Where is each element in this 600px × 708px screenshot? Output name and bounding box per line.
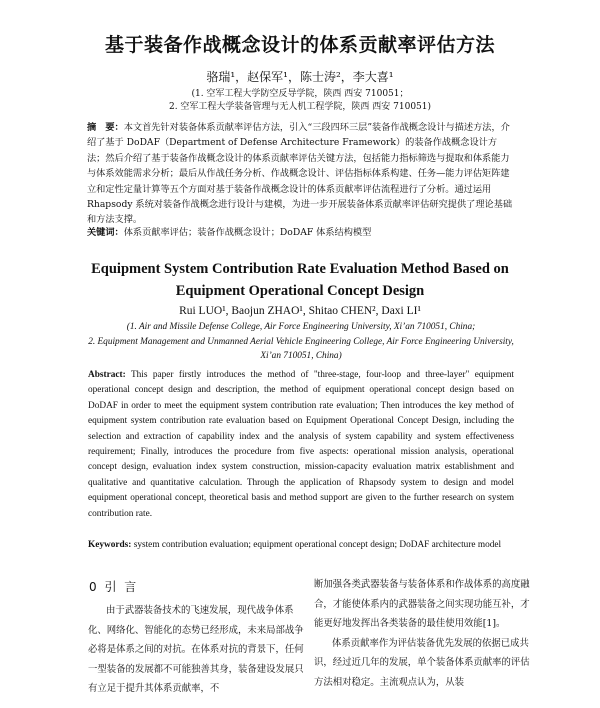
chinese-abstract-label: 摘 要：	[87, 122, 124, 133]
body-right-column	[314, 575, 532, 692]
chinese-abstract	[87, 120, 515, 228]
english-affiliation-2: 2. Equipment Management and Unmanned Aerial Vehicle Engineering College, Air Force Engineering University, Xi’an 710051, China)	[88, 336, 514, 362]
section-heading-introduction: 0 引 言	[89, 580, 139, 594]
chinese-keywords	[87, 225, 515, 240]
chinese-authors: 骆瑞¹，赵保军¹，陈士涛²，李大喜¹	[206, 70, 394, 84]
chinese-keywords-label: 关键词：	[87, 227, 124, 238]
english-affiliations	[78, 320, 524, 364]
english-abstract	[88, 368, 514, 522]
english-keywords-label: Keywords:	[88, 540, 132, 550]
body-right-paragraph-1: 断加强各类武器装备与装备体系和作战体系的高度融合，才能使体系内的武器装备之间实现功能互补，才能更好地发挥出各类装备的最佳使用效能[1]。	[314, 579, 530, 629]
english-abstract-text: This paper firstly introduces the method of "three-stage, four-loop and three-layer" equipment operational concept design and description, the method of equipment operational concept design based on DoDAF in order to meet the equipment system contribution rate evaluation; Then introduces the key method of equipment system contribution rate evaluation based on Equipment Operational Concept Design, including the selection and extraction of capability index and the analysis of system capability and system effectiveness requirement; Finally, introduces the procedure from five aspects: operational mission analysis, operational concept design, evaluation index system construction, mission-capacity evaluation matrix establishment and qualitative and quantitative calculation. Through the application of Rhapsody system to design and model equipment operational concept, theoretical basis and method support are given to the further research on system contribution rate.	[88, 370, 514, 519]
english-title: Equipment System Contribution Rate Evaluation Method Based on Equipment Operational Concept Design	[91, 261, 509, 299]
chinese-affiliation-2: 2. 空军工程大学装备管理与无人机工程学院，陕西 西安 710051)	[168, 102, 432, 112]
english-affiliation-1: (1. Air and Missile Defense College, Air Force Engineering University, Xi’an 710051, China;	[126, 322, 476, 332]
chinese-affiliation-1: (1. 空军工程大学防空反导学院，陕西 西安 710051；	[191, 89, 409, 99]
chinese-abstract-text: 本文首先针对装备体系贡献率评估方法，引入“三段四环三层”装备作战概念设计与描述方法，介绍了基于 DoDAF（Department of Defense Architecture Framework）的装备作战概念设计方法；然后介绍了基于装备作战概念设计的体系贡献率评估关键方法，包括能力指标筛选与提取和体系能力与体系效能需求分析；最后从作战任务分析、作战概念设计、评估指标体系构建、任务—能力评估矩阵建立和定性定量计算等五个方面对基于装备作战概念设计的体系贡献率评估流程进行了分析。通过运用 Rhapsody 系统对装备作战概念进行设计与建模，为进一步开展装备体系贡献率评估研究提供了理论基础和方法支撑。	[87, 122, 513, 226]
body-left-column: 由于武器装备技术的飞速发展，现代战争体系化、网络化、智能化的态势已经形成，未来局部战争必将是体系之间的对抗。在体系对抗的背景下，任何一型装备的发展都不可能独善其身，装备建设发展只有立足于提升其体系贡献率，不	[88, 605, 304, 694]
chinese-keywords-text: 体系贡献率评估；装备作战概念设计；DoDAF 体系结构模型	[123, 227, 372, 238]
chinese-title: 基于装备作战概念设计的体系贡献率评估方法	[104, 34, 495, 56]
english-abstract-label: Abstract:	[88, 370, 126, 380]
english-authors: Rui LUO¹, Baojun ZHAO¹, Shitao CHEN², Daxi LI¹	[179, 305, 421, 317]
english-keywords-text: system contribution evaluation; equipment operational concept design; DoDAF architecture model	[133, 540, 502, 550]
body-right-paragraph-2: 体系贡献率作为评估装备优先发展的依据已成共识，经过近几年的发展，单个装备体系贡献率的评估方法相对稳定。主流观点认为，从装	[314, 637, 530, 688]
english-keywords	[88, 538, 514, 553]
